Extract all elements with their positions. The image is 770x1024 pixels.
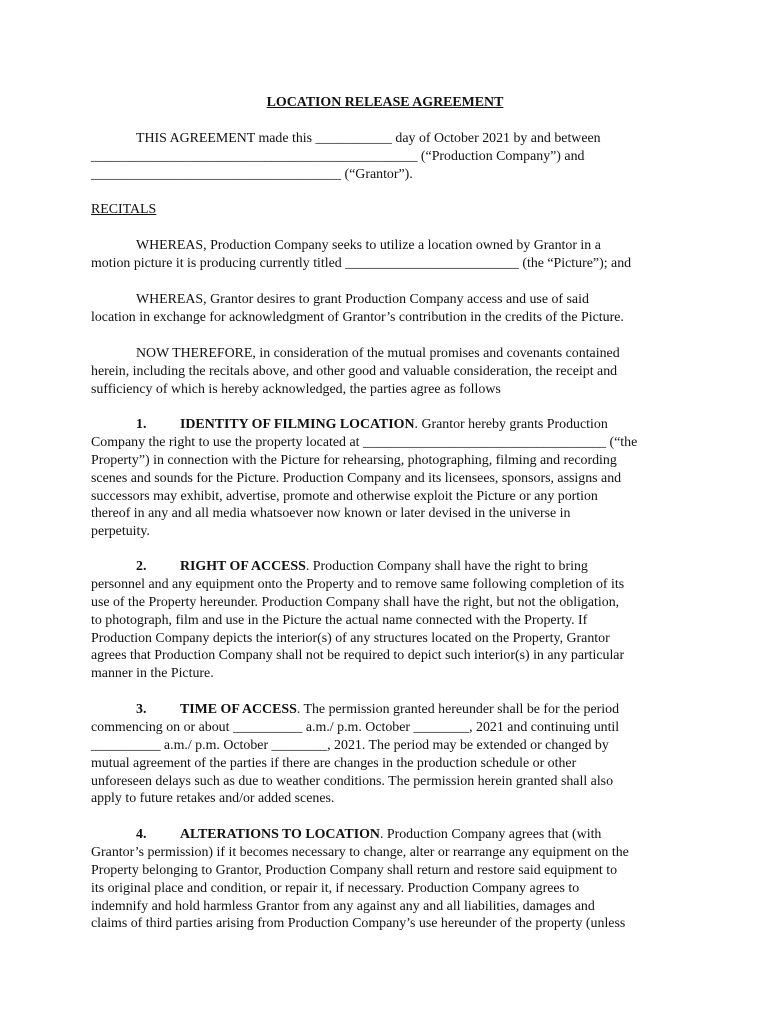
section-3 <box>91 701 691 808</box>
section-line: scenes and sounds for the Picture. Production Company and its licensees, sponsors, assigns and <box>91 470 622 486</box>
intro-paragraph <box>91 130 691 184</box>
therefore-line: herein, including the recitals above, and other good and valuable consideration, the receipt and <box>91 363 618 379</box>
intro-line: ____________________________________ (“Grantor”). <box>91 166 413 182</box>
therefore-line: sufficiency of which is hereby acknowledged, the parties agree as follows <box>91 381 501 397</box>
whereas1-line: WHEREAS, Production Company seeks to utilize a location owned by Grantor in a <box>136 238 601 253</box>
section-line: __________ a.m./ p.m. October ________, 2021. The period may be extended or changed by <box>91 737 609 753</box>
section-line: commencing on or about __________ a.m./ p.m. October ________, 2021 and continuing until <box>91 719 620 735</box>
section-line: perpetuity. <box>91 524 150 540</box>
section-heading: TIME OF ACCESS <box>180 702 297 717</box>
section-number: 1. <box>136 417 147 432</box>
section-1 <box>91 416 691 541</box>
section-text: . Production Company shall have the right to bring <box>305 559 588 574</box>
whereas2-line: location in exchange for acknowledgment of Grantor’s contribution in the credits of the Picture. <box>91 309 624 325</box>
intro-line: THIS AGREEMENT made this ___________ day of October 2021 by and between <box>136 131 601 146</box>
section-line: agrees that Production Company shall not be required to depict such interior(s) in any particular <box>91 648 625 664</box>
section-2 <box>91 558 691 683</box>
whereas-paragraph-2 <box>91 291 691 327</box>
section-line: thereof in any and all media whatsoever now known or later devised in the universe in <box>91 506 571 522</box>
section-heading: ALTERATIONS TO LOCATION <box>180 827 380 842</box>
whereas2-line: WHEREAS, Grantor desires to grant Production Company access and use of said <box>136 292 589 307</box>
section-number: 4. <box>136 827 147 842</box>
section-text: . Grantor hereby grants Production <box>414 417 608 432</box>
section-line: claims of third parties arising from Production Company’s use hereunder of the property (unless <box>91 916 626 932</box>
document-title: LOCATION RELEASE AGREEMENT <box>266 95 504 110</box>
therefore-paragraph <box>91 345 691 399</box>
section-line: mutual agreement of the parties if there are changes in the production schedule or other <box>91 755 577 771</box>
section-text: . Production Company agrees that (with <box>379 827 602 842</box>
recitals-heading-block <box>91 201 691 219</box>
section-heading: IDENTITY OF FILMING LOCATION <box>180 417 415 432</box>
section-line: Property belonging to Grantor, Production Company shall return and restore said equipment to <box>91 862 618 878</box>
section-line: Property”) in connection with the Picture for rehearsing, photographing, filming and recording <box>91 452 617 468</box>
section-line: personnel and any equipment onto the Property and to remove same following completion of its <box>91 576 625 592</box>
section-line: Production Company depicts the interior(s) of any structures located on the Property, Grantor <box>91 630 610 646</box>
section-line: manner in the Picture. <box>91 666 214 682</box>
recitals-heading: RECITALS <box>91 202 157 217</box>
whereas-paragraph-1 <box>91 237 691 273</box>
section-line: indemnify and hold harmless Grantor from any against any and all liabilities, damages and <box>91 898 595 914</box>
intro-line: _______________________________________________ (“Production Company”) and <box>91 148 585 164</box>
therefore-line: NOW THEREFORE, in consideration of the mutual promises and covenants contained <box>136 346 620 361</box>
section-line: use of the Property hereunder. Production Company shall have the right, but not the obligation, <box>91 594 620 610</box>
section-number: 3. <box>136 702 147 717</box>
section-line: apply to future retakes and/or added scenes. <box>91 791 335 807</box>
section-line: its original place and condition, or repair it, if necessary. Production Company agrees to <box>91 880 580 896</box>
section-heading: RIGHT OF ACCESS <box>180 559 306 574</box>
section-4 <box>91 826 691 933</box>
section-line: Grantor’s permission) if it becomes necessary to change, alter or rearrange any equipment on the <box>91 844 629 860</box>
section-text: . The permission granted hereunder shall be for the period <box>296 702 620 717</box>
section-line: successors may exhibit, advertise, promote and otherwise exploit the Picture or any portion <box>91 488 598 504</box>
section-line: Company the right to use the property located at ___________________________________ (“the <box>91 434 638 450</box>
whereas1-line: motion picture it is producing currently titled _________________________ (the “Picture”); and <box>91 255 632 271</box>
section-line: unforeseen delays such as due to weather conditions. The permission herein granted shall also <box>91 773 614 789</box>
section-number: 2. <box>136 559 147 574</box>
section-line: to photograph, film and use in the Picture the actual name connected with the Property. If <box>91 612 588 628</box>
